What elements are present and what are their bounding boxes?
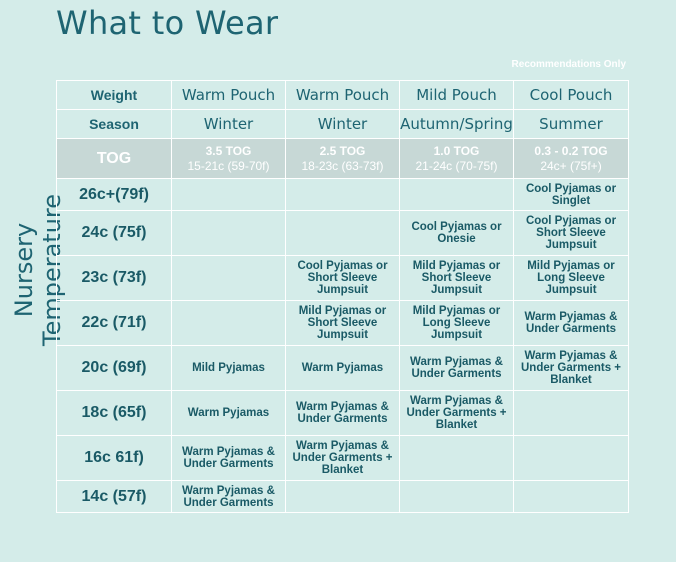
recommendation-cell: Cool Pyjamas or Singlet xyxy=(514,179,629,211)
recommendation-cell: Warm Pyjamas & Under Garments + Blanket xyxy=(400,391,514,436)
temp-row xyxy=(57,391,629,436)
recommendation-cell: Mild Pyjamas or Short Sleeve Jumpsuit xyxy=(286,301,400,346)
tog-value: 2.5 TOG xyxy=(319,143,366,158)
tog-value: 3.5 TOG xyxy=(205,143,252,158)
weight-label: Weight xyxy=(57,81,172,110)
recommendation-cell: Warm Pyjamas & Under Garments xyxy=(286,391,400,436)
recommendation-cell xyxy=(172,211,286,256)
tog-cell xyxy=(286,139,400,179)
weight-cell: Warm Pouch xyxy=(172,81,286,110)
recommendation-cell xyxy=(286,211,400,256)
recommendation-cell: Mild Pyjamas or Short Sleeve Jumpsuit xyxy=(400,256,514,301)
recommendation-cell xyxy=(172,301,286,346)
temp-label: 14c (57f) xyxy=(57,481,172,513)
tog-cell xyxy=(172,139,286,179)
season-cell: Autumn/Spring xyxy=(400,110,514,139)
tog-range: 24c+ (75f+) xyxy=(540,158,602,173)
temp-label: 23c (73f) xyxy=(57,256,172,301)
temp-label: 20c (69f) xyxy=(57,346,172,391)
recommendation-cell: Warm Pyjamas xyxy=(172,391,286,436)
recommendation-cell xyxy=(172,179,286,211)
recommendation-cell: Mild Pyjamas or Long Sleeve Jumpsuit xyxy=(400,301,514,346)
temp-label: 18c (65f) xyxy=(57,391,172,436)
temp-label: 22c (71f) xyxy=(57,301,172,346)
tog-label: TOG xyxy=(57,139,172,179)
recommendation-cell xyxy=(514,391,629,436)
tog-range: 18-23c (63-73f) xyxy=(301,158,384,173)
recommendation-cell xyxy=(514,436,629,481)
temp-row xyxy=(57,481,629,513)
recommendation-cell xyxy=(286,179,400,211)
recommendations-note: Recommendations Only xyxy=(511,59,626,70)
temp-label: 24c (75f) xyxy=(57,211,172,256)
weight-cell: Mild Pouch xyxy=(400,81,514,110)
temp-row xyxy=(57,346,629,391)
recommendation-cell xyxy=(286,481,400,513)
weight-cell: Cool Pouch xyxy=(514,81,629,110)
recommendation-cell xyxy=(172,256,286,301)
tog-range: 21-24c (70-75f) xyxy=(415,158,498,173)
temp-row xyxy=(57,179,629,211)
wear-table xyxy=(56,80,629,513)
temp-row xyxy=(57,256,629,301)
tog-cell xyxy=(400,139,514,179)
recommendation-cell: Warm Pyjamas & Under Garments + Blanket xyxy=(514,346,629,391)
tog-cell xyxy=(514,139,629,179)
recommendation-cell: Cool Pyjamas or Onesie xyxy=(400,211,514,256)
season-label: Season xyxy=(57,110,172,139)
weight-row xyxy=(57,81,629,110)
tog-value: 1.0 TOG xyxy=(433,143,480,158)
recommendation-cell: Warm Pyjamas & Under Garments + Blanket xyxy=(286,436,400,481)
recommendation-cell xyxy=(400,436,514,481)
season-cell: Winter xyxy=(286,110,400,139)
recommendation-cell: Warm Pyjamas xyxy=(286,346,400,391)
tog-range: 15-21c (59-70f) xyxy=(187,158,270,173)
side-label: Nursery Temperature xyxy=(10,193,66,347)
season-cell: Summer xyxy=(514,110,629,139)
season-cell: Winter xyxy=(172,110,286,139)
recommendation-cell: Warm Pyjamas & Under Garments xyxy=(172,481,286,513)
tog-row xyxy=(57,139,629,179)
recommendation-cell: Warm Pyjamas & Under Garments xyxy=(400,346,514,391)
recommendation-cell: Cool Pyjamas or Short Sleeve Jumpsuit xyxy=(514,211,629,256)
season-row xyxy=(57,110,629,139)
recommendation-cell xyxy=(514,481,629,513)
recommendation-cell: Mild Pyjamas or Long Sleeve Jumpsuit xyxy=(514,256,629,301)
page-title: What to Wear xyxy=(56,4,279,42)
recommendation-cell xyxy=(400,179,514,211)
weight-cell: Warm Pouch xyxy=(286,81,400,110)
temp-label: 26c+(79f) xyxy=(57,179,172,211)
recommendation-cell: Warm Pyjamas & Under Garments xyxy=(514,301,629,346)
recommendation-cell: Mild Pyjamas xyxy=(172,346,286,391)
recommendation-cell: Warm Pyjamas & Under Garments xyxy=(172,436,286,481)
temp-row xyxy=(57,301,629,346)
temp-row xyxy=(57,211,629,256)
recommendation-cell: Cool Pyjamas or Short Sleeve Jumpsuit xyxy=(286,256,400,301)
recommendation-cell xyxy=(400,481,514,513)
tog-value: 0.3 - 0.2 TOG xyxy=(534,143,608,158)
temp-label: 16c 61f) xyxy=(57,436,172,481)
temp-row xyxy=(57,436,629,481)
